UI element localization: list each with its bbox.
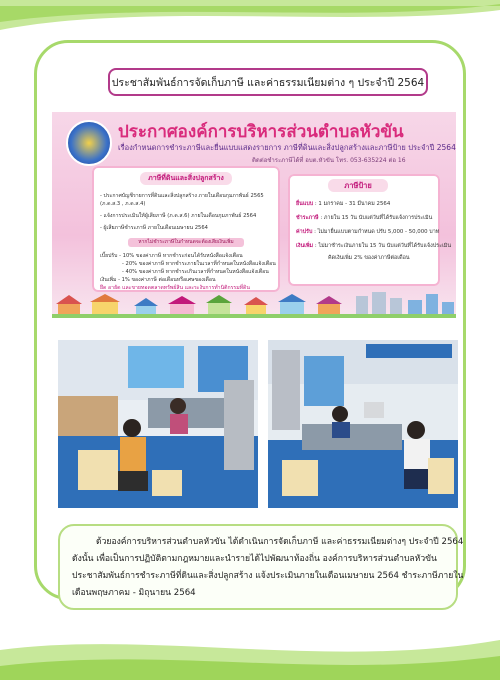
land-tax-line: - ผู้เสียภาษีชำระภาษี ภายในเดือนเมษายน 2564 xyxy=(100,225,208,231)
land-tax-heading: ภาษีที่ดินและสิ่งปลูกสร้าง xyxy=(140,172,232,185)
sign-tax-row: ยื่นแบบ : 1 มกราคม - 31 มีนาคม 2564 xyxy=(296,201,391,207)
description-line: เดือนพฤษภาคม - มิถุนายน 2564 xyxy=(72,588,196,598)
poster-headline: ประกาศองค์การบริหารส่วนตำบลหัวขัน xyxy=(118,122,404,142)
office-photo-left xyxy=(58,340,258,508)
top-green-swoosh xyxy=(0,0,500,40)
page-title-text: ประชาสัมพันธ์การจัดเก็บภาษี และค่าธรรมเนียมต่าง ๆ ประจำปี 2564 xyxy=(111,76,425,89)
office-photo-right xyxy=(268,340,458,508)
poster-subtitle: เรื่องกำหนดการชำระภาษีและยื่นแบบแสดงรายการ ภาษีที่ดินและสิ่งปลูกสร้างและภาษีป้าย ประจำปี 2564 xyxy=(118,143,456,152)
description-line: ด้วยองค์การบริหารส่วนตำบลหัวขัน ได้ดำเนินการจัดเก็บภาษี และค่าธรรมเนียมต่างๆ ประจำปี 2564 xyxy=(96,537,464,547)
land-tax-card xyxy=(92,166,280,292)
tax-counter-scene-left xyxy=(58,340,258,508)
description-line: ประชาสัมพันธ์การชำระภาษีที่ดินและสิ่งปลูกสร้าง แจ้งประเมินภายในเดือนเมษายน 2564 ชำระภาษีภายใน xyxy=(72,571,464,581)
sign-tax-row: ค่าปรับ : ไม่มายื่นแบบตามกำหนด ปรับ 5,000 - 50,000 บาท xyxy=(296,229,440,235)
houses-illustration xyxy=(52,292,456,318)
sign-tax-row: เงินเพิ่ม : ไม่มาชำระเงินภายใน 15 วัน นับแต่วันที่ได้รับแจ้งประเมิน xyxy=(296,243,452,249)
tax-announcement-poster xyxy=(52,112,456,318)
poster-contact: ติดต่อชำระภาษีได้ที่ อบต.หัวขัน โทร. 053-635224 ต่อ 16 xyxy=(252,157,406,164)
penalty-line: เบี้ยปรับ - 10% ของค่าภาษี หากชำระก่อนได้รับหนังสือแจ้งเตือน xyxy=(100,253,243,259)
sign-tax-row: คิดเงินเพิ่ม 2% ของค่าภาษีต่อเดือน xyxy=(328,255,410,261)
tax-counter-scene-right xyxy=(268,340,458,508)
bottom-green-swoosh xyxy=(0,610,500,680)
sign-tax-heading: ภาษีป้าย xyxy=(328,179,388,192)
penalty-band: หากไม่ชำระภาษีในกำหนดจะต้องเสียเงินเพิ่ม xyxy=(128,238,244,247)
penalty-line: - 20% ของค่าภาษี หากชำระภายในเวลาที่กำหนดในหนังสือแจ้งเตือน xyxy=(122,261,276,267)
penalty-line: เงินเพิ่ม - 1% ของค่าภาษี ต่อเดือนหรือเศษของเดือน xyxy=(100,277,216,283)
description-box xyxy=(58,524,464,610)
sign-tax-card xyxy=(288,174,452,286)
land-tax-line: - แจ้งการประเมินให้ผู้เสียภาษี (ภ.ด.ส.6) ภายในเดือนกุมภาพันธ์ 2564 xyxy=(100,213,257,219)
page-title xyxy=(108,68,428,96)
sao-seal-logo xyxy=(66,120,112,166)
land-tax-line: - ประกาศบัญชีรายการที่ดินและสิ่งปลูกสร้าง ภายในเดือนกุมภาพันธ์ 2565 xyxy=(100,193,264,199)
land-tax-line: (ภ.ด.ส.3 , ภ.ด.ส.4) xyxy=(100,201,146,207)
description-line: ดังนั้น เพื่อเป็นการปฏิบัติตามกฎหมายและนำรายได้ไปพัฒนาท้องถิ่น องค์การบริหารส่วนตำบลหัวขัน xyxy=(72,554,437,564)
sign-tax-row: ชำระภาษี : ภายใน 15 วัน นับแต่วันที่ได้รับแจ้งการประเมิน xyxy=(296,215,433,221)
penalty-line: - 40% ของค่าภาษี หากชำระเกินเวลาที่กำหนดในหนังสือแจ้งเตือน xyxy=(122,269,269,275)
penalty-line: ยึด อายัด และขายทอดตลาดทรัพย์สิน และระงับการทำนิติกรรมที่ดิน xyxy=(100,285,250,291)
